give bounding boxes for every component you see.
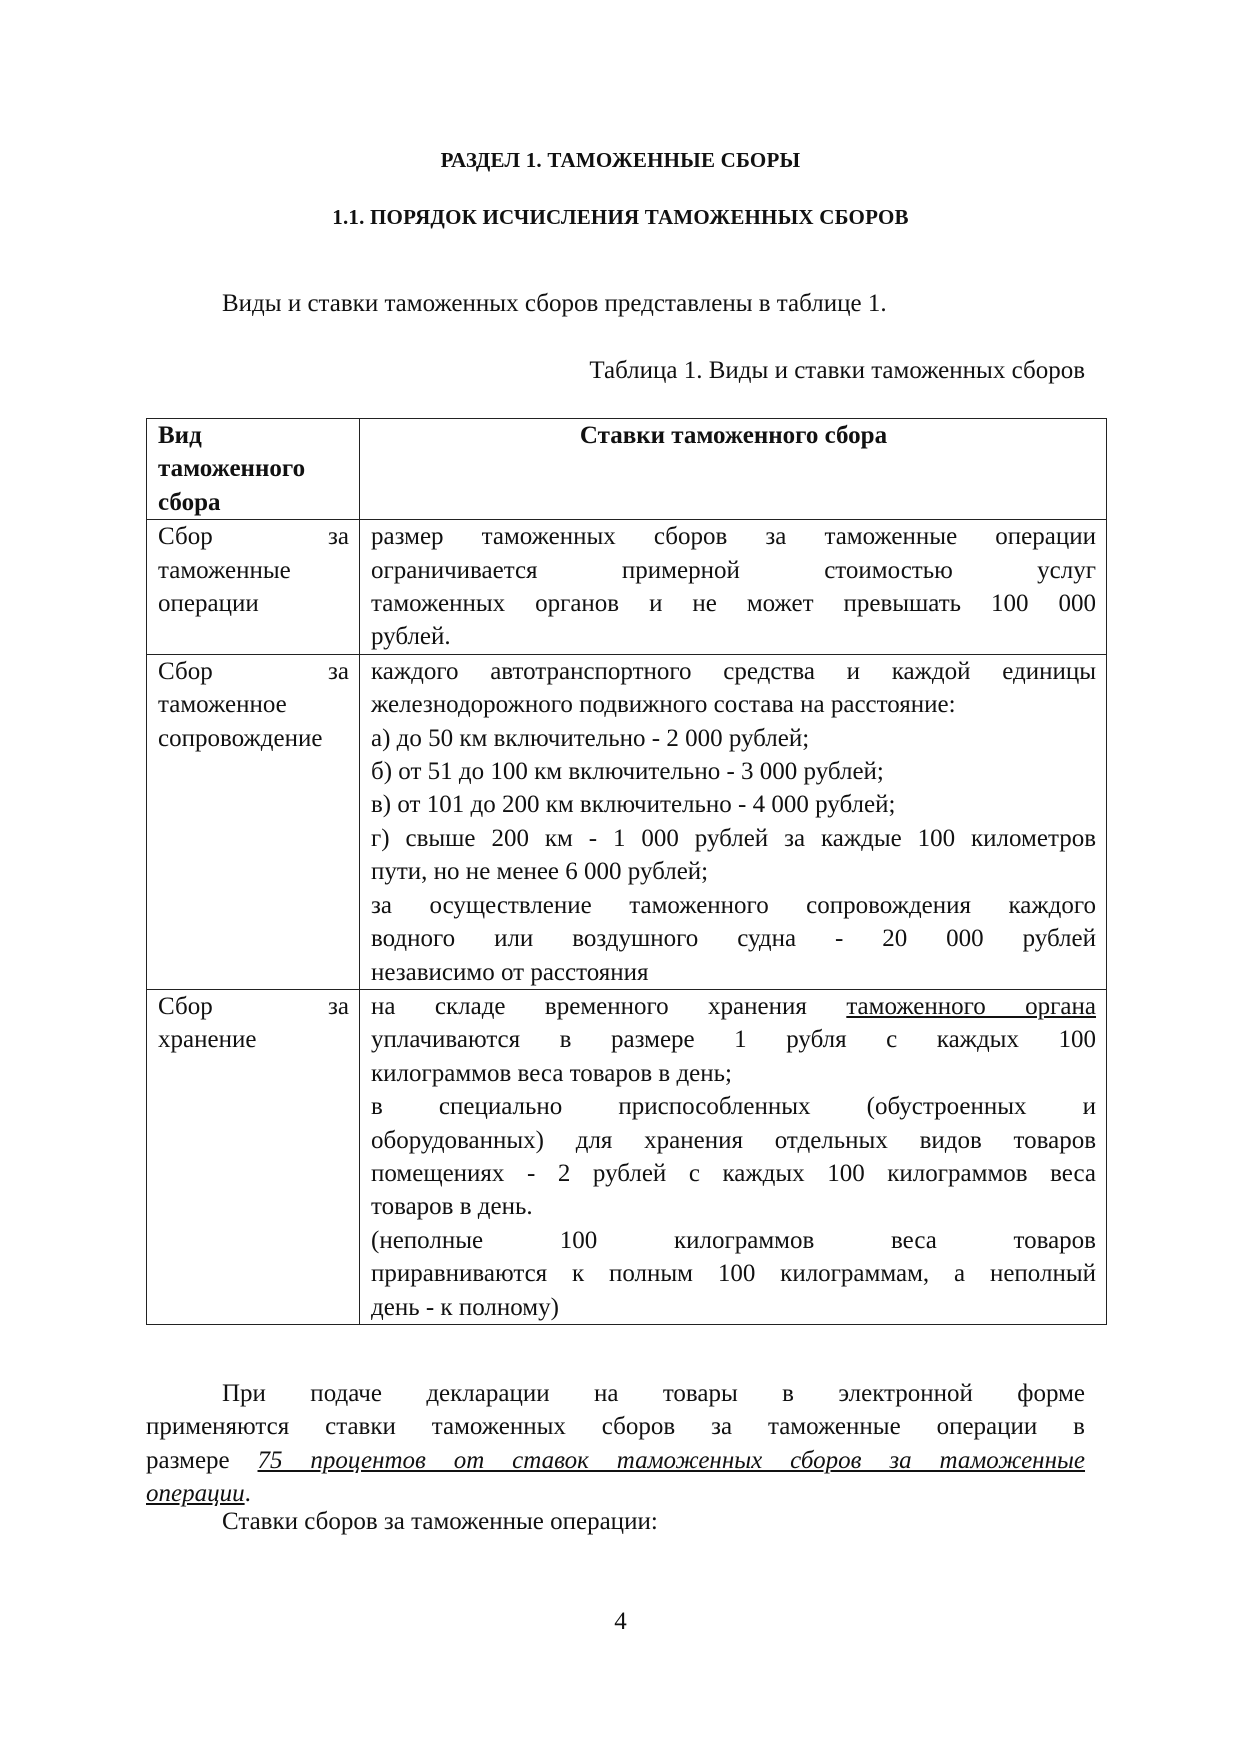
rates-75-percent-link-continuation[interactable]: операции (146, 1480, 245, 1508)
fee-rate-cell: размер таможенных сборов за таможенные операции ограничивается примерной стоимостью услуг таможенных органов и не может превышать 100 000 рублей. (360, 520, 1107, 655)
header-fee-type: Вид таможенного сбора (147, 419, 360, 520)
customs-authority-link[interactable]: таможенного органа (846, 992, 1097, 1020)
subsection-title: 1.1. ПОРЯДОК ИСЧИСЛЕНИЯ ТАМОЖЕННЫХ СБОРОВ (332, 205, 909, 229)
fee-rate-cell: каждого автотранспортного средства и каждой единицы железнодорожного подвижного состава на расстояние: а) до 50 км включительно - 2 000 рублей; б) от 51 до 100 км включительно - 3 000 рублей; в) от 101 до 200 км включительно - 4 000 рублей; г) свыше 200 км - 1 000 рублей за каждые 100 километров пути, но не менее 6 000 рублей; за осуществление таможенного сопровождения каждого водного или воздушного судна - 20 000 рублей независимо от расстояния (360, 654, 1107, 989)
section-title: РАЗДЕЛ 1. ТАМОЖЕННЫЕ СБОРЫ (440, 148, 801, 172)
fee-rate-cell: на складе временного хранения таможенного органа уплачиваются в размере 1 рубля с каждых 100 килограммов веса товаров в день; в специально приспособленных (обустроенных и оборудованных) для хранения отдельных видов товаров помещениях - 2 рублей с каждых 100 килограммов веса товаров в день. (неполные 100 килограммов веса товаров приравниваются к полным 100 килограммам, а неполный день - к полному) (360, 989, 1107, 1324)
fee-type-cell: Сбор за хранение (147, 989, 360, 1324)
table-row (147, 520, 1107, 655)
rates-heading: Ставки сборов за таможенные операции: (222, 1508, 658, 1535)
fee-type-cell: Сбор за таможенное сопровождение (147, 654, 360, 989)
table-header-row (147, 419, 1107, 520)
page-number: 4 (614, 1608, 627, 1635)
fee-type-cell: Сбор за таможенные операции (147, 520, 360, 655)
fees-table (146, 418, 1107, 1325)
table-row (147, 654, 1107, 989)
header-fee-rates: Ставки таможенного сбора (360, 419, 1107, 520)
table-caption: Таблица 1. Виды и ставки таможенных сборов (589, 357, 1085, 384)
table-row (147, 989, 1107, 1324)
intro-text: Виды и ставки таможенных сборов представлены в таблице 1. (222, 290, 887, 317)
rates-75-percent-link[interactable]: 75 процентов от ставок таможенных сборов за таможенные (257, 1446, 1086, 1474)
electronic-declaration-paragraph: При подаче декларации на товары в электронной форме применяются ставки таможенных сборов за таможенные операции в размере 75 процентов от ставок таможенных сборов за таможенные операции. (146, 1380, 1086, 1508)
